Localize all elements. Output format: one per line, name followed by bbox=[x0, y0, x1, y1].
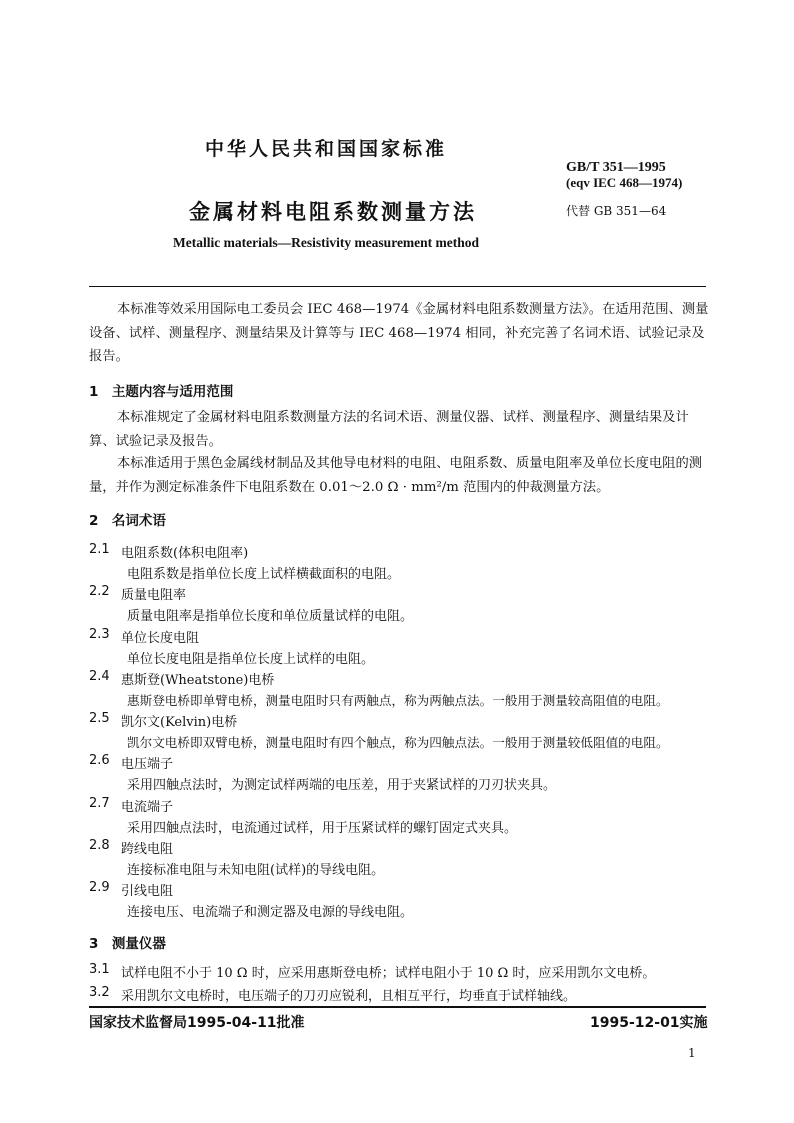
page-number: 1 bbox=[688, 1046, 696, 1060]
term-name: 跨线电阻 bbox=[121, 842, 174, 857]
term-definition: 质量电阻率是指单位长度和单位质量试样的电阻。 bbox=[127, 609, 414, 624]
term-definition: 连接电压、电流端子和测定器及电源的导线电阻。 bbox=[127, 905, 414, 920]
term-number: 2.7 bbox=[89, 796, 110, 811]
intro-paragraph: 本标准等效采用国际电工委员会 IEC 468—1974《金属材料电阻系数测量方法》。在适用范围、测量设备、试样、测量程序、测量结果及计算等与 IEC 468—1974 相同，补充完善了名词术语、试验记录及报告。 bbox=[89, 302, 709, 364]
clause-number: 3.2 bbox=[89, 985, 110, 1000]
term-number: 2.6 bbox=[89, 753, 110, 768]
term-definition: 采用四触点法时，电流通过试样，用于压紧试样的螺钉固定式夹具。 bbox=[127, 821, 518, 836]
term-definition: 单位长度电阻是指单位长度上试样的电阻。 bbox=[127, 652, 375, 667]
section-3-heading: 3 测量仪器 bbox=[89, 936, 166, 952]
term-name: 引线电阻 bbox=[121, 884, 174, 899]
equivalent-standard: (eqv IEC 468—1974) bbox=[566, 175, 683, 190]
footer-divider bbox=[89, 1006, 706, 1008]
term-name: 凯尔文(Kelvin)电桥 bbox=[121, 715, 238, 730]
term-definition: 凯尔文电桥即双臂电桥，测量电阻时有四个触点，称为四触点法。一般用于测量较低阻值的电阻。 bbox=[127, 735, 669, 750]
clause-text: 采用凯尔文电桥时，电压端子的刀刃应锐利，且相互平行，均垂直于试样轴线。 bbox=[121, 989, 577, 1004]
section-2-heading: 2 名词术语 bbox=[89, 513, 166, 529]
term-name: 质量电阻率 bbox=[121, 588, 187, 603]
standard-code: GB/T 351—1995 bbox=[566, 160, 666, 175]
section-1-paragraph-2: 本标准适用于黑色金属线材制品及其他导电材料的电阻、电阻系数、质量电阻率及单位长度电阻的测量，并作为测定标准条件下电阻系数在 0.01～2.0 Ω · mm²/m 范围内的仲裁测量方法。 bbox=[89, 456, 703, 495]
header-divider bbox=[89, 286, 706, 287]
term-number: 2.4 bbox=[89, 669, 110, 684]
term-name: 单位长度电阻 bbox=[121, 631, 200, 646]
section-1-paragraph-1: 本标准规定了金属材料电阻系数测量方法的名词术语、测量仪器、试样、测量程序、测量结果及计算、试验记录及报告。 bbox=[89, 410, 689, 449]
standard-type-title: 中华人民共和国国家标准 bbox=[205, 138, 448, 160]
term-definition: 采用四触点法时，为测定试样两端的电压差，用于夹紧试样的刀刃状夹具。 bbox=[127, 778, 557, 793]
issue-statement: 国家技术监督局1995-04-11批准 bbox=[89, 1015, 305, 1031]
term-definition: 连接标准电阻与未知电阻(试样)的导线电阻。 bbox=[127, 863, 385, 878]
document-title-cn: 金属材料电阻系数测量方法 bbox=[189, 200, 477, 224]
clause-number: 3.1 bbox=[89, 962, 110, 977]
term-name: 电阻系数(体积电阻率) bbox=[121, 546, 249, 561]
term-name: 电压端子 bbox=[121, 757, 174, 772]
document-title-en: Metallic materials—Resistivity measurement method bbox=[173, 235, 480, 250]
term-name: 电流端子 bbox=[121, 800, 174, 815]
term-number: 2.2 bbox=[89, 584, 110, 599]
effective-date: 1995-12-01实施 bbox=[590, 1015, 708, 1031]
replaces-standard: 代替 GB 351—64 bbox=[566, 204, 667, 218]
term-number: 2.5 bbox=[89, 711, 110, 726]
term-name: 惠斯登(Wheatstone)电桥 bbox=[121, 673, 275, 688]
term-number: 2.1 bbox=[89, 542, 110, 557]
term-number: 2.9 bbox=[89, 880, 110, 895]
term-number: 2.3 bbox=[89, 627, 110, 642]
term-definition: 电阻系数是指单位长度上试样横截面积的电阻。 bbox=[127, 567, 401, 582]
clause-text: 试样电阻不小于 10 Ω 时，应采用惠斯登电桥；试样电阻小于 10 Ω 时，应采用凯尔文电桥。 bbox=[121, 966, 656, 981]
term-definition: 惠斯登电桥即单臂电桥，测量电阻时只有两触点，称为两触点法。一般用于测量较高阻值的电阻。 bbox=[127, 693, 669, 708]
section-1-heading: 1 主题内容与适用范围 bbox=[89, 384, 234, 400]
term-number: 2.8 bbox=[89, 838, 110, 853]
